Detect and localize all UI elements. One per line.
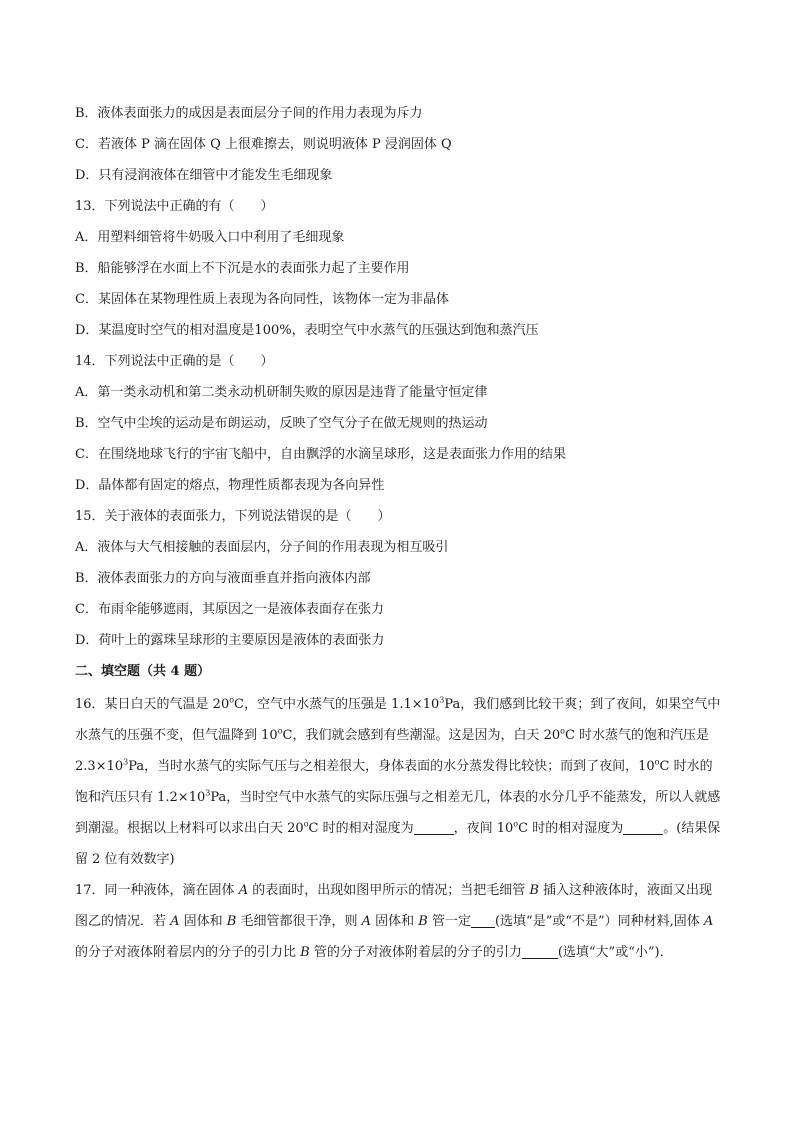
- q13-option-b: B．船能够浮在水面上不下沉是水的表面张力起了主要作用: [75, 261, 410, 276]
- q13-stem: 13．下列说法中正确的有（ ）: [75, 199, 274, 214]
- q13-option-c: C．某固体在某物理性质上表现为各向同性，该物体一定为非晶体: [75, 292, 449, 307]
- q17-paragraph: 17．同一种液体，滴在固体 A 的表面时，出现如图甲所示的情况；当把毛细管 B 插入这种液体时，液面又出现图乙的情况．若 A 固体和 B 毛细管都很干净，则 A 固体和 B 管一定 (选填“是”或“不是”）同种材料,固体 A 的分子对液体附着层内的分子的引力比 B 管的分子对液体附着层的分子的引力 (选填“大”或“小”)．: [75, 883, 714, 960]
- q15-option-c: C．布雨伞能够遮雨，其原因之一是液体表面存在张力: [75, 602, 384, 617]
- q16-paragraph: 16．某日白天的气温是 20$^o$C，空气中水蒸气的压强是 $1.1\times 10^3Pa$，我们感到比较干爽；到了夜间，如果空气中水蒸气的压强不变，但气温降到 10$^o$C，我们就会感到有些潮湿。这是因为，白天 20$^o$C 时水蒸气的饱和汽压是 $2.3\times 10^3Pa$，当时水蒸气的实际气压与之相差很大，身体表面的水分蒸发得比较快；而到了夜间，10$^o$C 时水的饱和汽压只有 $1.2\times 10^3Pa$，当时空气中水蒸气的实际压强与之相差无几，体表的水分几乎不能蒸发，所以人就感到潮湿。根据以上材料可以求出白天 20$^o$C 时的相对湿度为 ，夜间 10$^o$C 时的相对湿度为 。(结果保留 2 位有效数字): [75, 695, 721, 867]
- q15-option-a: A．液体与大气相接触的表面层内，分子间的作用表现为相互吸引: [75, 540, 449, 555]
- q15-option-d: D．荷叶上的露珠呈球形的主要原因是液体的表面张力: [75, 633, 385, 648]
- q14-option-b: B．空气中尘埃的运动是布朗运动，反映了空气分子在做无规则的热运动: [75, 416, 488, 431]
- q12-option-b: B．液体表面张力的成因是表面层分子间的作用力表现为斥力: [75, 106, 423, 121]
- q13-option-d: D．某温度时空气的相对温度是100%，表明空气中水蒸气的压强达到饱和蒸汽压: [75, 323, 539, 338]
- q15-option-b: B．液体表面张力的方向与液面垂直并指向液体内部: [75, 571, 371, 586]
- q14-option-d: D．晶体都有固定的熔点，物理性质都表现为各向异性: [75, 478, 385, 493]
- section-heading-fill-in: 二、填空题（共 4 题）: [75, 664, 211, 679]
- q14-stem: 14．下列说法中正确的是（ ）: [75, 354, 274, 369]
- q16-blank-day-humidity[interactable]: [414, 820, 454, 835]
- q14-option-a: A．第一类永动机和第二类永动机研制失败的原因是违背了能量守恒定律: [75, 385, 488, 400]
- q15-stem: 15．关于液体的表面张力，下列说法错误的是（ ）: [75, 509, 391, 524]
- q12-option-d: D．只有浸润液体在细管中才能发生毛细现象: [75, 168, 333, 183]
- q17-blank-attraction[interactable]: [522, 944, 558, 959]
- q13-option-a: A．用塑料细管将牛奶吸入口中利用了毛细现象: [75, 230, 345, 245]
- q17-blank-same-material[interactable]: [471, 913, 495, 928]
- q12-option-c: C．若液体 P 滴在固体 Q 上很难擦去，则说明液体 P 浸润固体 Q: [75, 137, 452, 152]
- q16-blank-night-humidity[interactable]: [623, 820, 663, 835]
- q14-option-c: C．在围绕地球飞行的宇宙飞船中，自由飘浮的水滴呈球形，这是表面张力作用的结果: [75, 447, 566, 462]
